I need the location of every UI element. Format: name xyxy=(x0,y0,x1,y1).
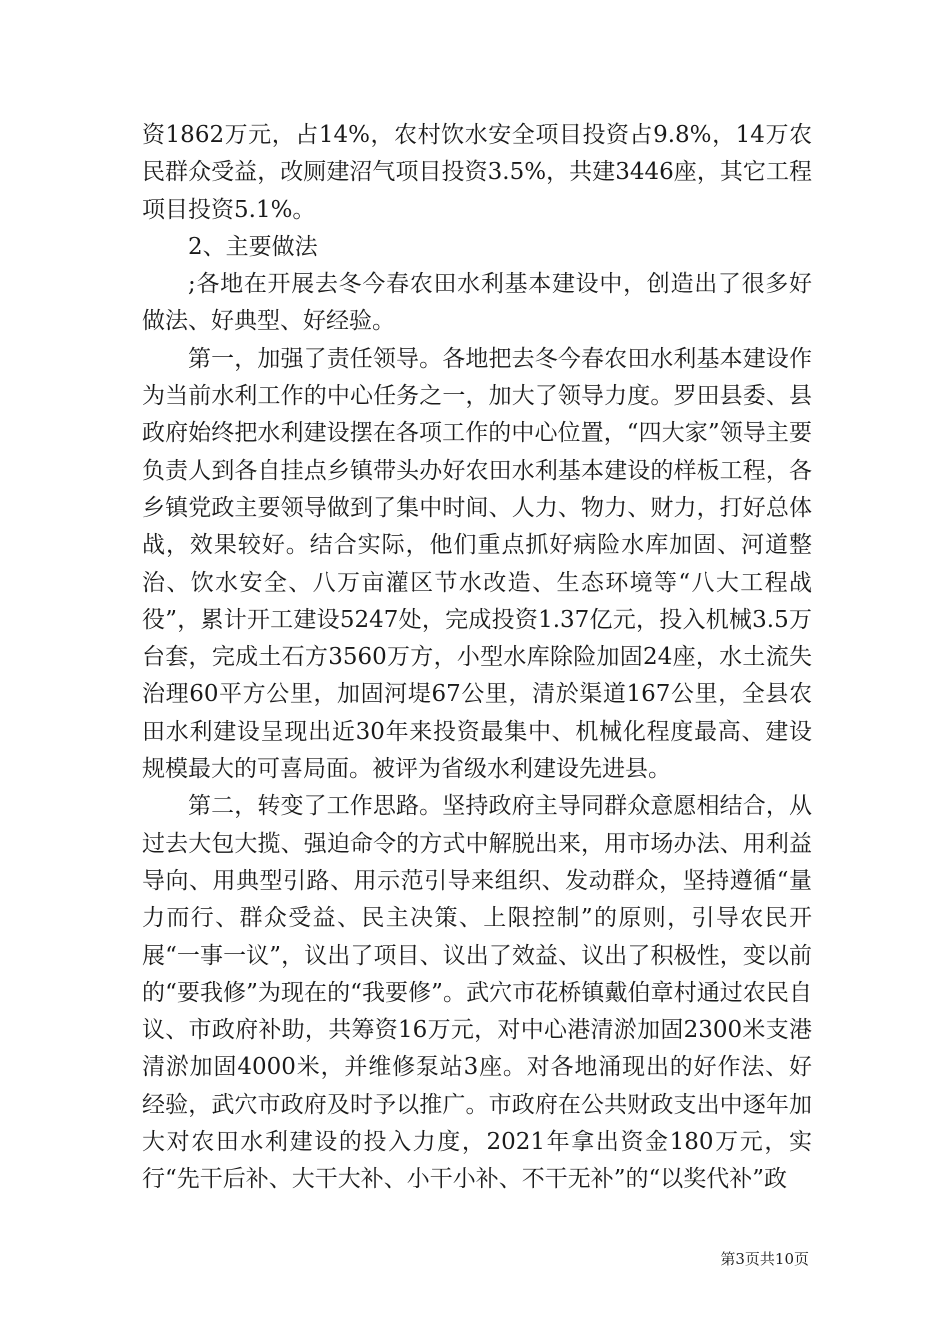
document-body xyxy=(142,117,812,1199)
paragraph-1: 资1862万元，占14%，农村饮水安全项目投资占9.8%，14万农民群众受益，改厕建沼气项目投资3.5%，共建3446座，其它工程项目投资5.1%。 xyxy=(142,122,812,223)
paragraph-4: 第一，加强了责任领导。各地把去冬今春农田水利基本建设作为当前水利工作的中心任务之一，加大了领导力度。罗田县委、县政府始终把水利建设摆在各项工作的中心位置，“四大家”领导主要负责人到各自挂点乡镇带头办好农田水利基本建设的样板工程，各乡镇党政主要领导做到了集中时间、人力、物力、财力，打好总体战，效果较好。结合实际，他们重点抓好病险水库加固、河道整治、饮水安全、八万亩灌区节水改造、生态环境等“八大工程战役”，累计开工建设5247处，完成投资1.37亿元，投入机械3.5万台套，完成土石方3560万方，小型水库除险加固24座，水土流失治理60平方公里，加固河堤67公里，清於渠道167公里，全县农田水利建设呈现出近30年来投资最集中、机械化程度最高、建设规模最大的可喜局面。被评为省级水利建设先进县。 xyxy=(142,345,812,783)
page-number-footer: 第3页共10页 xyxy=(720,1250,809,1268)
paragraph-5: 第二，转变了工作思路。坚持政府主导同群众意愿相结合，从过去大包大揽、强迫命令的方式中解脱出来，用市场办法、用利益导向、用典型引路、用示范引导来组织、发动群众，坚持遵循“量力而行、群众受益、民主决策、上限控制”的原则，引导农民开展“一事一议”，议出了项目、议出了效益、议出了积极性，变以前的“要我修”为现在的“我要修”。武穴市花桥镇戴伯章村通过农民自议、市政府补助，共筹资16万元，对中心港清淤加固2300米支港清淤加固4000米，并维修泵站3座。对各地涌现出的好作法、好经验，武穴市政府及时予以推广。市政府在公共财政支出中逐年加大对农田水利建设的投入力度，2021年拿出资金180万元，实行“先干后补、大干大补、小干小补、不干无补”的“以奖代补”政 xyxy=(142,793,812,1193)
paragraph-heading-main-methods: 2、主要做法 xyxy=(188,233,318,260)
paragraph-3: ;各地在开展去冬今春农田水利基本建设中，创造出了很多好做法、好典型、好经验。 xyxy=(142,271,812,335)
